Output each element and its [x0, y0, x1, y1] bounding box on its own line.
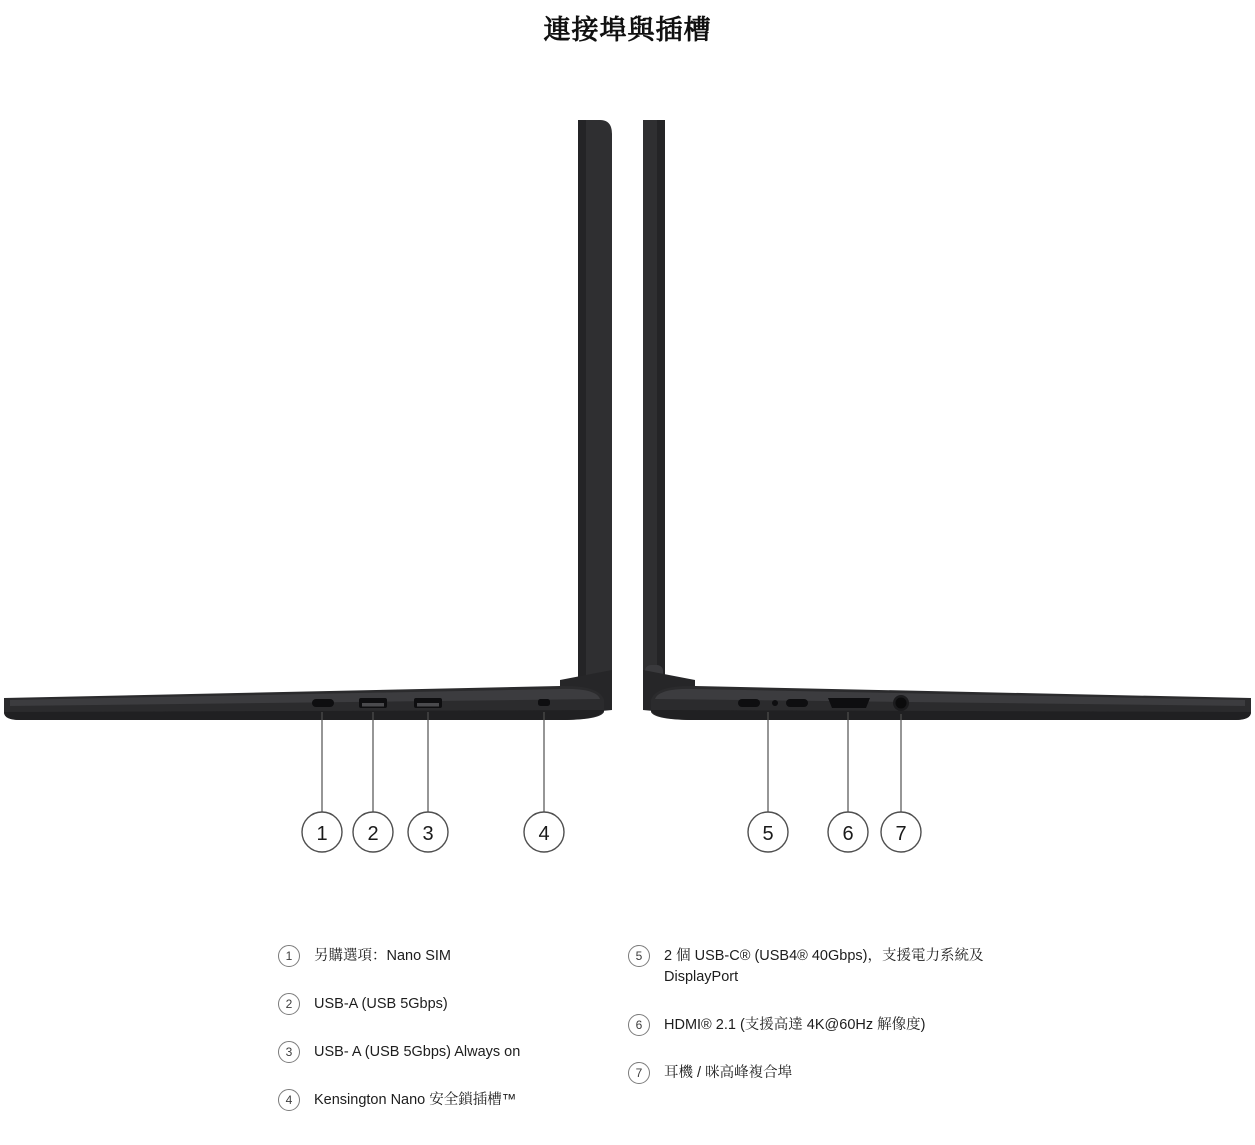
port-usb-a-2-tongue: [417, 703, 439, 707]
legend-label: HDMI® 2.1 (支援高達 4K@60Hz 解像度): [664, 1017, 926, 1033]
legend-label: USB-A (USB 5Gbps): [314, 996, 448, 1012]
legend-item: [628, 1062, 1058, 1084]
callout-5: [748, 812, 788, 852]
port-usb-c-2: [786, 699, 808, 707]
port-audio-jack: [896, 698, 907, 709]
legend-number: 7: [628, 1062, 650, 1084]
legend-column-left: [278, 945, 638, 1137]
callout-4-label: 4: [538, 823, 550, 845]
port-nano-sim: [312, 699, 334, 707]
legend-item: [628, 945, 1058, 988]
legend-item: [278, 1041, 638, 1063]
legend-number: 5: [628, 945, 650, 967]
callout-2-label: 2: [367, 823, 379, 845]
status-led: [772, 700, 778, 706]
laptop-right-lid-shadow: [657, 120, 665, 700]
legend-item: [278, 1089, 638, 1111]
legend-label: 2 個 USB-C® (USB4® 40Gbps)，支援電力系統及 DisplayPort: [664, 948, 984, 985]
page-title: 連接埠與插槽: [543, 15, 712, 45]
callout-bubbles: [302, 812, 921, 852]
callout-3-label: 3: [422, 823, 434, 845]
legend-item: [628, 1014, 1058, 1036]
callout-6: [828, 812, 868, 852]
callout-leaders: [322, 712, 901, 812]
legend-number: 6: [628, 1014, 650, 1036]
legend-item: [278, 993, 638, 1015]
ports-illustration: [0, 100, 1255, 890]
laptop-left-lid-shadow: [578, 120, 586, 700]
callout-6-label: 6: [842, 823, 854, 845]
callout-7: [881, 812, 921, 852]
port-usb-c-1: [738, 699, 760, 707]
legend-number: 1: [278, 945, 300, 967]
legend-number: 4: [278, 1089, 300, 1111]
laptop-right: [643, 120, 1251, 720]
legend-label: 耳機 / 咪高峰複合埠: [664, 1065, 793, 1081]
callout-3: [408, 812, 448, 852]
callout-2: [353, 812, 393, 852]
callout-5-label: 5: [762, 823, 774, 845]
callout-1: [302, 812, 342, 852]
port-usb-a-1-tongue: [362, 703, 384, 707]
legend-number: 2: [278, 993, 300, 1015]
legend-label: USB- A (USB 5Gbps) Always on: [314, 1044, 521, 1060]
legend-column-right: [628, 945, 1058, 1110]
port-hdmi: [828, 698, 870, 708]
port-kensington-lock: [538, 699, 550, 706]
legend-label: 另購選項：Nano SIM: [314, 948, 451, 964]
legend-item: [278, 945, 638, 967]
laptop-left: [4, 120, 612, 720]
callout-1-label: 1: [316, 823, 328, 845]
callout-4: [524, 812, 564, 852]
legend-number: 3: [278, 1041, 300, 1063]
legend-label: Kensington Nano 安全鎖插槽™: [314, 1092, 517, 1108]
callout-7-label: 7: [895, 823, 907, 845]
ports-legend: [0, 945, 1255, 1145]
laptops-diagram: [0, 100, 1255, 890]
